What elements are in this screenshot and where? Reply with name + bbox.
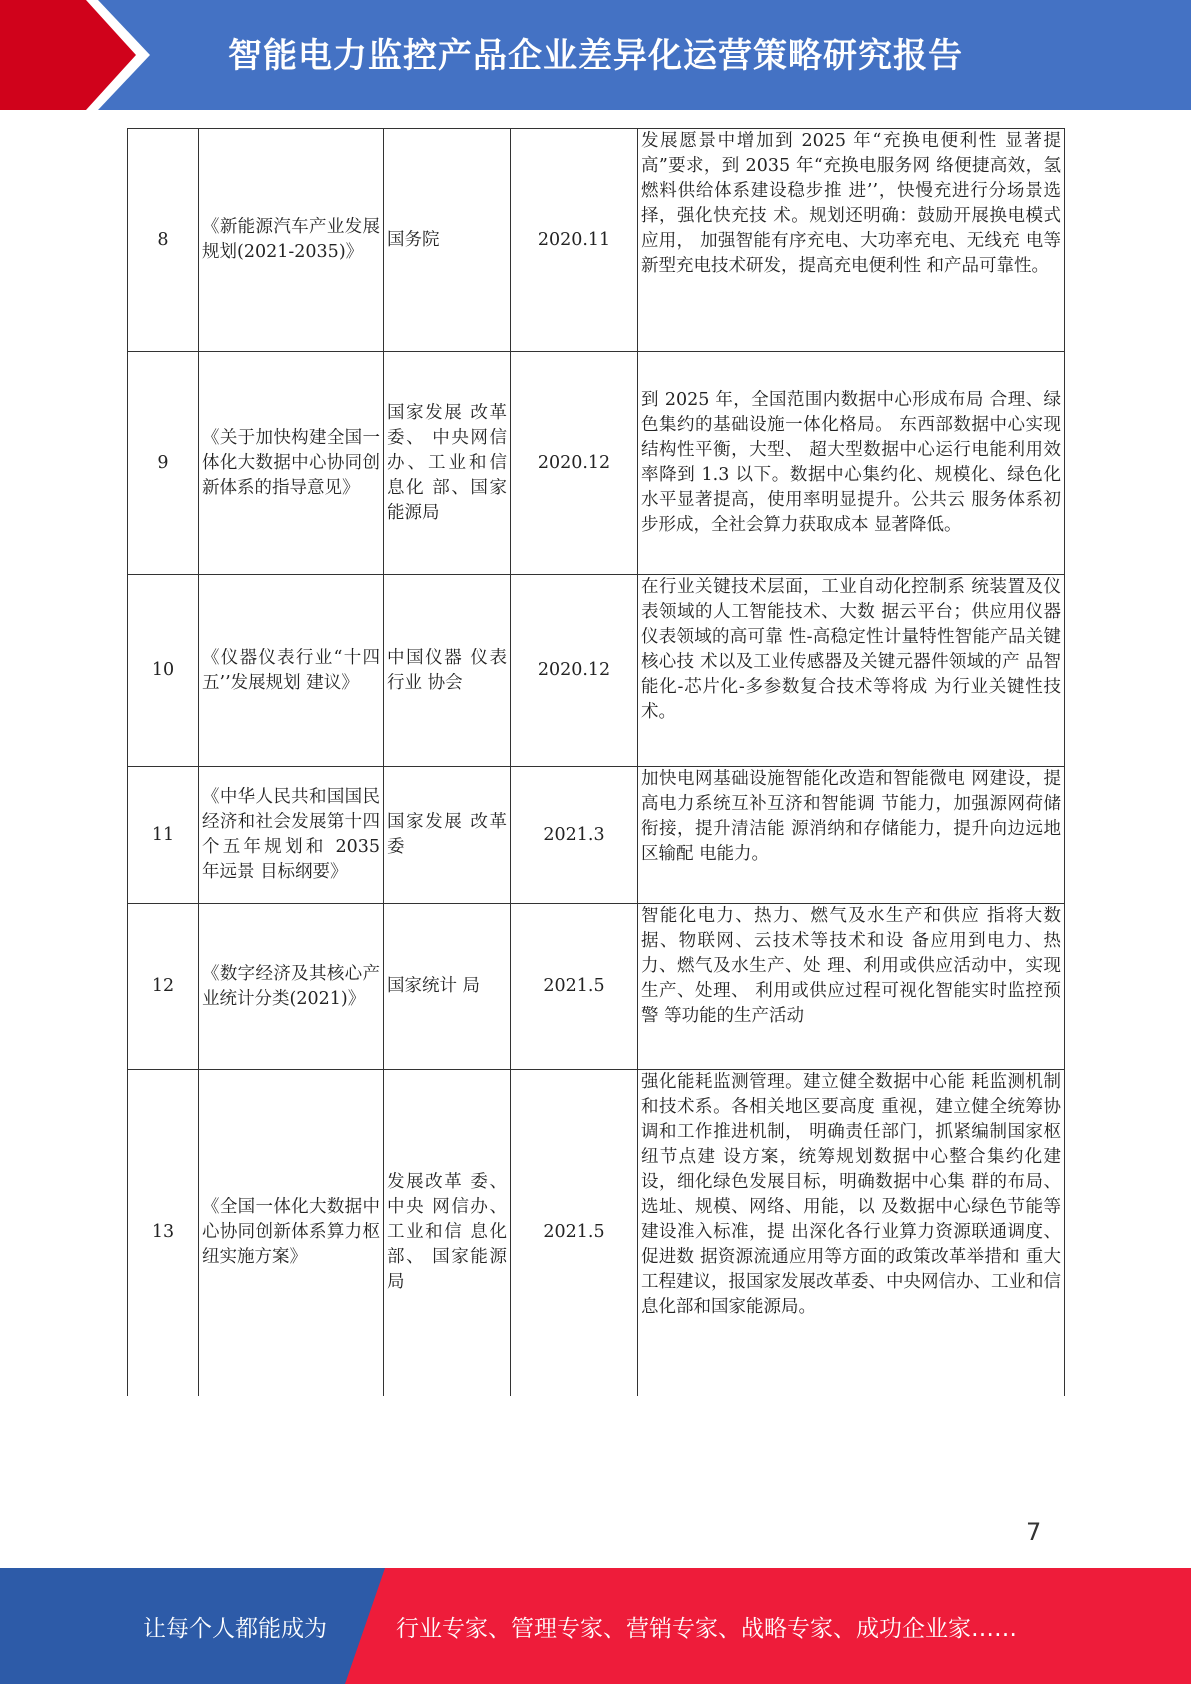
policy-description: 加快电网基础设施智能化改造和智能微电 网建设，提高电力系统互补互济和智能调 节能力，加强源网荷储衔接，提升清洁能 源消纳和存储能力，提升向边远地区输配 电能力。 [638,767,1065,904]
row-index: 8 [128,129,199,352]
issue-date: 2021.5 [511,1070,638,1396]
row-index: 13 [128,1070,199,1396]
footer-slogan-left: 让每个人都能成为 [143,1616,327,1642]
row-index: 9 [128,352,199,575]
policy-description: 在行业关键技术层面，工业自动化控制系 统装置及仪表领域的人工智能技术、大数 据云平台；供应用仪器仪表领域的高可靠 性-高稳定性计量特性智能产品关键核心技 术以及工业传感器及关键元器件领域的产 品智能化-芯片化-多参数复合技术等将成 为行业关键性技术。 [638,575,1065,767]
report-title: 智能电力监控产品企业差异化运营策略研究报告 [228,36,963,76]
row-index: 11 [128,767,199,904]
issuing-department: 国家发展 改革委、 中央网信 办、工业和信息化 部、国家 能源局 [384,352,511,575]
policy-description: 智能化电力、热力、燃气及水生产和供应 指将大数据、物联网、云技术等技术和设 备应用到电力、热力、燃气及水生产、处 理、利用或供应活动中，实现生产、处理、 利用或供应过程可视化智能实时监控预警 等功能的生产活动 [638,904,1065,1070]
issuing-department: 发展改革 委、中央 网信办、工业和信 息化部、 国家能源 局 [384,1070,511,1396]
issue-date: 2021.5 [511,904,638,1070]
page-footer [0,1568,1191,1684]
page-number: 7 [1026,1518,1042,1546]
row-index: 10 [128,575,199,767]
policy-name: 《全国一体化大数据中心协同创新体系算力枢纽实施方案》 [199,1070,384,1396]
policy-name: 《中华人民共和国国民经济和社会发展第十四个五年规划和 2035 年远景 目标纲要》 [199,767,384,904]
policy-name: 《新能源汽车产业发展规划(2021-2035)》 [199,129,384,352]
issuing-department: 国家统计 局 [384,904,511,1070]
issuing-department: 国务院 [384,129,511,352]
issue-date: 2020.11 [511,129,638,352]
issue-date: 2021.3 [511,767,638,904]
policy-name: 《仪器仪表行业“十四五’’发展规划 建议》 [199,575,384,767]
policy-table [127,128,1065,1396]
table-row [128,575,1065,767]
row-index: 12 [128,904,199,1070]
footer-slogan-right: 行业专家、管理专家、营销专家、战略专家、成功企业家…… [396,1616,1017,1642]
header-arrow-icon [0,0,160,110]
table-row [128,767,1065,904]
table-row [128,352,1065,575]
policy-description: 到 2025 年，全国范围内数据中心形成布局 合理、绿色集约的基础设施一体化格局。 东西部数据中心实现结构性平衡，大型、 超大型数据中心运行电能利用效率降到 1.3 以下。数据中心集约化、规模化、绿色化 水平显著提高，使用率明显提升。公共云 服务体系初步形成，全社会算力获取成本 显著降低。 [638,352,1065,575]
issue-date: 2020.12 [511,352,638,575]
issuing-department: 国家发展 改革委 [384,767,511,904]
policy-name: 《数字经济及其核心产业统计分类(2021)》 [199,904,384,1070]
issuing-department: 中国仪器 仪表行业 协会 [384,575,511,767]
policy-name: 《关于加快构建全国一体化大数据中心协同创新体系的指导意见》 [199,352,384,575]
table-row [128,129,1065,352]
page-header [0,0,1191,110]
table-row [128,1070,1065,1396]
policy-description: 强化能耗监测管理。建立健全数据中心能 耗监测机制和技术系。各相关地区要高度 重视，建立健全统筹协调和工作推进机制， 明确责任部门，抓紧编制国家枢纽节点建 设方案，统筹规划数据中心整合集约化建 设，细化绿色发展目标，明确数据中心集 群的布局、选址、规模、网络、用能，以 及数据中心绿色节能等建设准入标准，提 出深化各行业算力资源联通调度、促进数 据资源流通应用等方面的政策改革举措和 重大工程建议，报国家发展改革委、中央网信办、工业和信息化部和国家能源局。 [638,1070,1065,1396]
issue-date: 2020.12 [511,575,638,767]
table-row [128,904,1065,1070]
policy-description: 发展愿景中增加到 2025 年“充换电便利性 显著提高”要求，到 2035 年“充换电服务网 络便捷高效，氢燃料供给体系建设稳步推 进’’，快慢充进行分场景选择，强化快充技 术。规划还明确：鼓励开展换电模式应用， 加强智能有序充电、大功率充电、无线充 电等新型充电技术研发，提高充电便利性 和产品可靠性。 [638,129,1065,352]
